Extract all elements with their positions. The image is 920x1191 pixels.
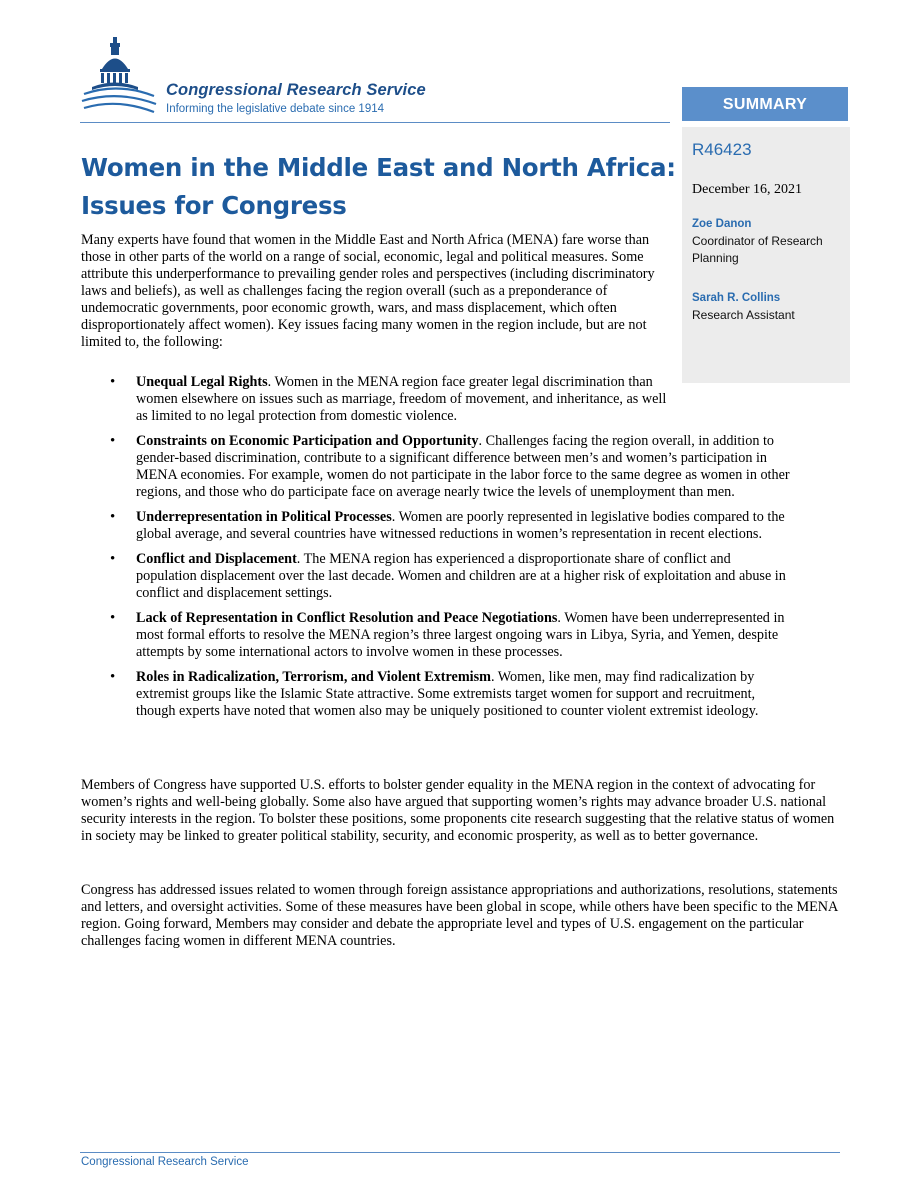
summary-sidebar	[682, 127, 850, 383]
page-title: Women in the Middle East and North Africa: Issues for Congress	[81, 153, 676, 220]
intro-paragraph: Many experts have found that women in the Middle East and North Africa (MENA) fare worse than those in other parts of the world on a range of social, economic, legal and political measures. Some attribute this underperformance to prevailing gender roles and perspectives (including discriminatory laws and beliefs), as well as challenges facing the region overall (such as a preponderance of undemocratic governments, poor economic growth, wars, and mass displacement, which often disproportionately affect women). Key issues facing many women in the region include, but are not limited to, the following:	[81, 232, 655, 350]
list-item-text: . Women in the MENA region face greater legal discrimination than women elsewhere on issues such as marriage, freedom of movement, and inheritance, as well as limited to no legal protection from domestic violence.	[136, 374, 667, 424]
list-item	[110, 551, 790, 602]
author-role: Coordinator of Research Planning	[692, 234, 823, 265]
list-item-text: . Challenges facing the region overall, in addition to gender-based discrimination, contribute to a significant difference between men’s and women’s participation in MENA economies. For example, women do not participate in the labor force to the same degree as women in other regions, and those who do participate face on average nearly twice the levels of unemployment than men.	[136, 433, 790, 500]
body-paragraph: Congress has addressed issues related to women through foreign assistance appropriations and authorizations, resolutions, statements and letters, and oversight activities. Some of these measures have been global in scope, while others have been specific to the MENA region. Going forward, Members may consider and debate the appropriate level and types of U.S. engagement on the particular challenges facing women in different MENA countries.	[81, 882, 838, 949]
list-item-text: . Women, like men, may find radicalization by extremist groups like the Islamic State attractive. Some extremists target women for support and recruitment, though experts have noted that women also may be uniquely positioned to counter violent extremist ideology.	[136, 669, 759, 719]
list-item-heading: Roles in Radicalization, Terrorism, and Violent Extremism	[136, 669, 491, 685]
list-item	[110, 433, 790, 501]
footer-divider	[80, 1152, 840, 1153]
list-item	[110, 669, 790, 720]
capitol-dome-icon	[80, 34, 162, 124]
list-item	[110, 374, 790, 425]
crs-logo	[80, 34, 480, 124]
list-item	[110, 610, 790, 661]
footer-org-name: Congressional Research Service	[81, 1156, 249, 1168]
list-item-heading: Constraints on Economic Participation and Opportunity	[136, 433, 479, 449]
list-item-heading: Conflict and Displacement	[136, 551, 297, 567]
org-tagline: Informing the legislative debate since 1914	[166, 103, 385, 115]
author-name: Sarah R. Collins	[692, 292, 781, 304]
report-date: December 16, 2021	[692, 182, 803, 197]
list-item-text: . The MENA region has experienced a disproportionate share of conflict and population displacement over the last decade. Women and children are at a higher risk of exploitation and abuse in conflict and displacement settings.	[136, 551, 786, 601]
list-item-text: . Women have been underrepresented in most formal efforts to resolve the MENA region’s three largest ongoing wars in Libya, Syria, and Yemen, despite attempts by some international actors to involve women in these processes.	[136, 610, 785, 660]
list-item-heading: Lack of Representation in Conflict Resolution and Peace Negotiations	[136, 610, 558, 626]
author-name: Zoe Danon	[692, 218, 752, 230]
author-role: Research Assistant	[692, 308, 795, 322]
list-item-heading: Unequal Legal Rights	[136, 374, 268, 390]
report-number: R46423	[692, 140, 752, 159]
list-item-text: . Women are poorly represented in legislative bodies compared to the global average, and several countries have witnessed reductions in women’s representation in recent elections.	[136, 509, 785, 542]
summary-tab: SUMMARY	[682, 87, 848, 121]
list-item-heading: Underrepresentation in Political Processes	[136, 509, 392, 525]
org-name: Congressional Research Service	[166, 81, 426, 99]
body-paragraph: Members of Congress have supported U.S. efforts to bolster gender equality in the MENA region in the context of advocating for women’s rights and well-being globally. Some also have argued that supporting women’s rights may advance broader U.S. national security interests in the region. To bolster these positions, some proponents cite research suggesting that the relative status of women in society may be linked to greater political stability, security, and economic prosperity, as well as to better governance.	[81, 777, 835, 844]
list-item	[110, 509, 790, 543]
header-divider	[80, 122, 670, 123]
key-issues-list	[110, 374, 790, 728]
